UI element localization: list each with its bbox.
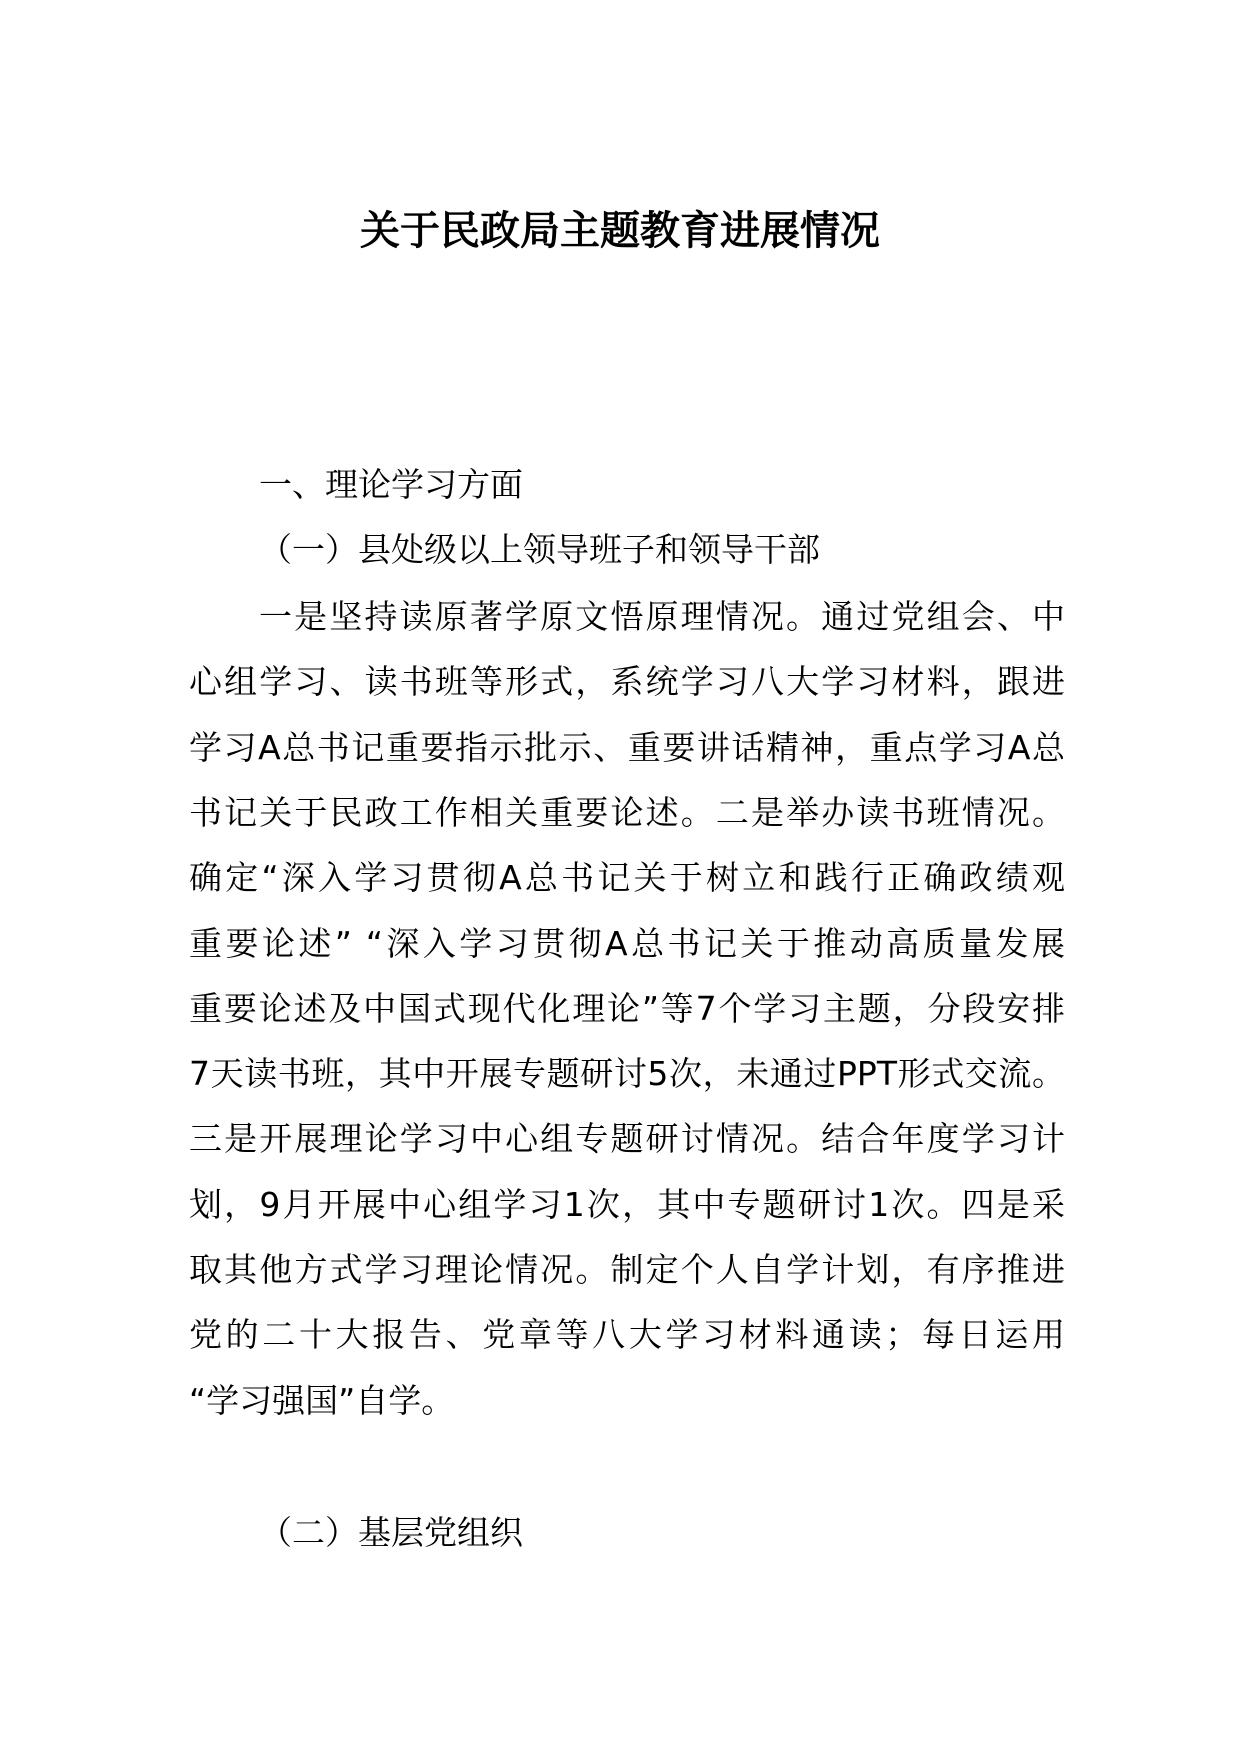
paragraph-line: 重要论述” “深入学习贯彻A总书记关于推动高质量发展	[189, 923, 1065, 963]
paragraph-line: 确定“深入学习贯彻A总书记关于树立和践行正确政绩观	[189, 858, 1065, 898]
paragraph-line: 重要论述及中国式现代化理论”等7个学习主题，分段安排	[189, 988, 1065, 1028]
paragraph-line: 取其他方式学习理论情况。制定个人自学计划，有序推进	[189, 1250, 1065, 1289]
paragraph-line: 7天读书班，其中开展专题研讨5次，未通过PPT形式交流。	[189, 1054, 1065, 1094]
paragraph-line: 三是开展理论学习中心组专题研讨情况。结合年度学习计	[189, 1119, 1065, 1159]
paragraph-line: 划，9月开展中心组学习1次，其中专题研讨1次。四是采	[189, 1184, 1065, 1224]
paragraph-line: 心组学习、读书班等形式，系统学习八大学习材料，跟进	[189, 662, 1065, 702]
paragraph-line: “学习强国”自学。	[189, 1380, 455, 1420]
paragraph-line: 书记关于民政工作相关重要论述。二是举办读书班情况。	[189, 792, 1065, 832]
paragraph-line: 一是坚持读原著学原文悟原理情况。通过党组会、中	[259, 597, 1065, 636]
document-title: 关于民政局主题教育进展情况	[360, 208, 880, 254]
section-heading: 一、理论学习方面	[259, 465, 523, 504]
subsection-heading: （二）基层党组织	[259, 1513, 523, 1552]
paragraph-line: 党的二十大报告、党章等八大学习材料通读；每日运用	[189, 1315, 1065, 1355]
subsection-heading: （一）县处级以上领导班子和领导干部	[259, 530, 820, 569]
paragraph-line: 学习A总书记重要指示批示、重要讲话精神，重点学习A总	[189, 727, 1065, 767]
